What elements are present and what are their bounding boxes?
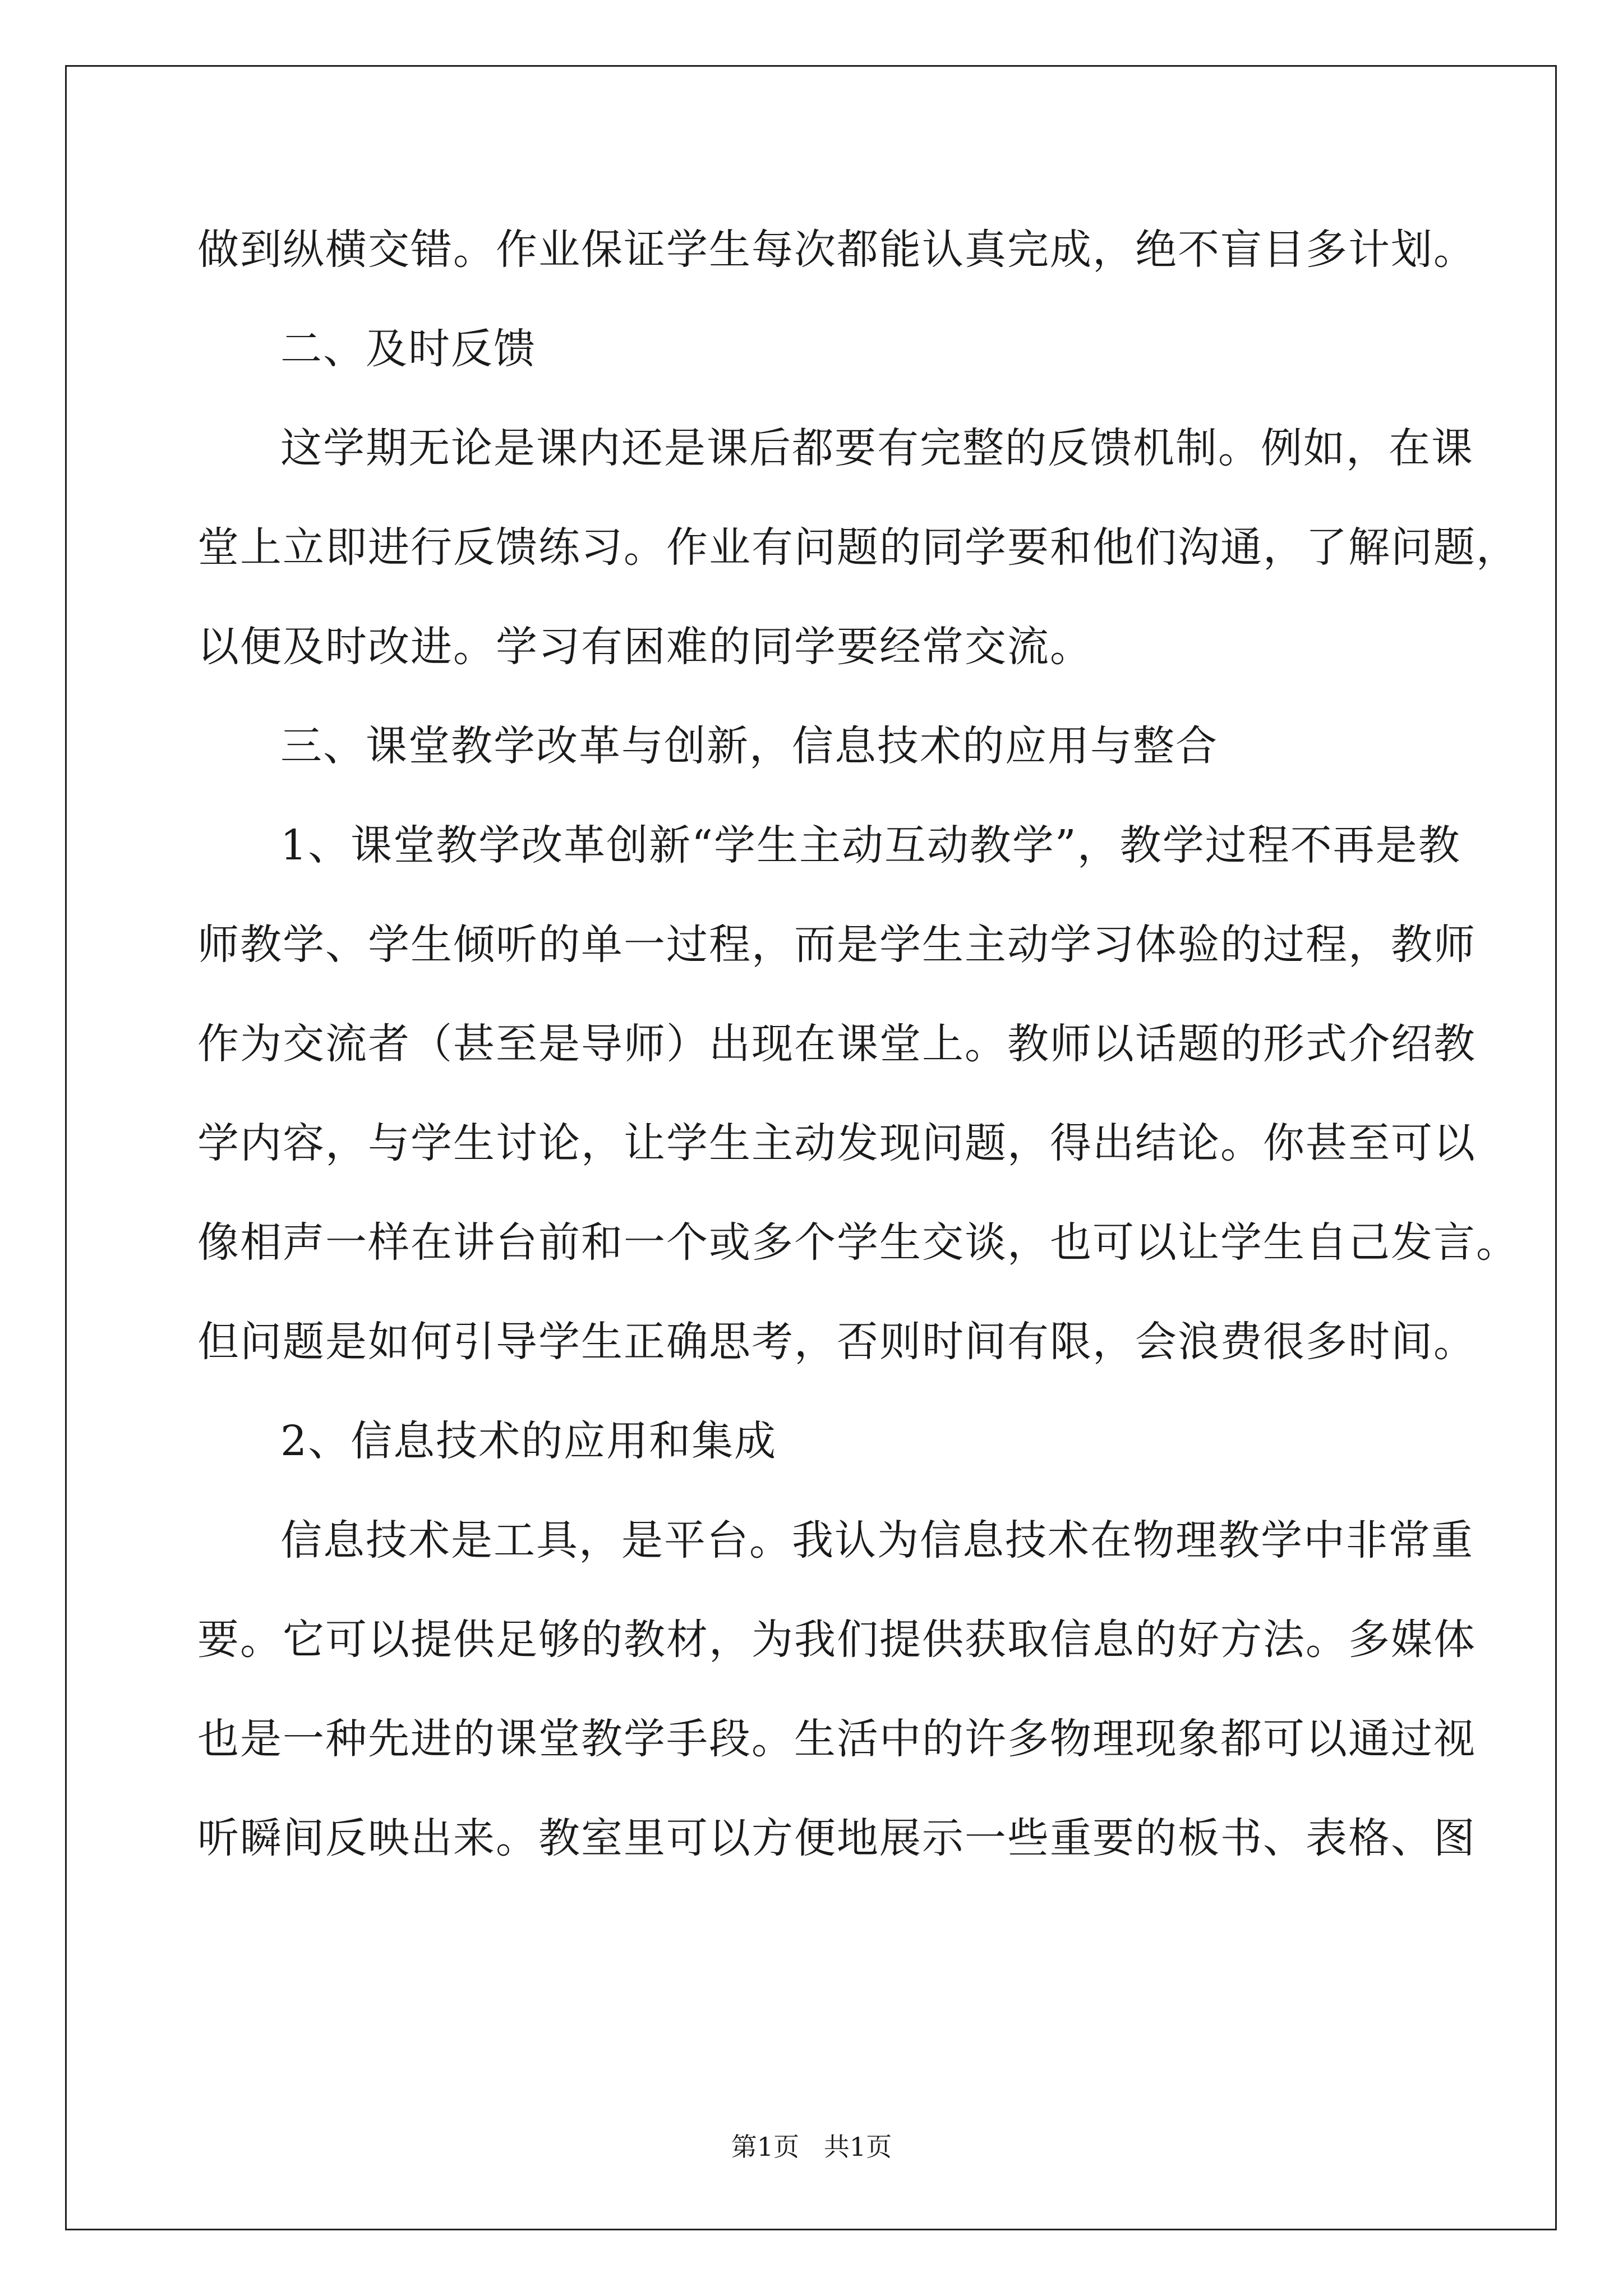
- paragraph-line: 1、课堂教学改革创新“学生主动互动教学”，教学过程不再是教: [280, 821, 1461, 869]
- paragraph-line: 要。它可以提供足够的教材，为我们提供获取信息的好方法。多媒体: [197, 1616, 1476, 1664]
- paragraph-line: 也是一种先进的课堂教学手段。生活中的许多物理现象都可以通过视: [197, 1715, 1476, 1763]
- paragraph-line: 但问题是如何引导学生正确思考，否则时间有限，会浪费很多时间。: [197, 1318, 1476, 1366]
- section-heading: 2、信息技术的应用和集成: [280, 1417, 777, 1465]
- paragraph-line: 以便及时改进。学习有困难的同学要经常交流。: [197, 623, 1092, 671]
- paragraph-line: 作为交流者（甚至是导师）出现在课堂上。教师以话题的形式介绍教: [197, 1020, 1476, 1068]
- paragraph-line: 学内容，与学生讨论，让学生主动发现问题，得出结论。你甚至可以: [197, 1119, 1476, 1167]
- section-heading: 三、课堂教学改革与创新，信息技术的应用与整合: [280, 722, 1218, 770]
- page-number-footer: 第1页 共1页: [731, 2132, 892, 2162]
- paragraph-line: 师教学、学生倾听的单一过程，而是学生主动学习体验的过程，教师: [197, 921, 1476, 969]
- paragraph-line: 像相声一样在讲台前和一个或多个学生交谈，也可以让学生自己发言。: [197, 1218, 1519, 1267]
- paragraph-line: 这学期无论是课内还是课后都要有完整的反馈机制。例如，在课: [280, 424, 1474, 472]
- section-heading: 二、及时反馈: [280, 325, 536, 373]
- paragraph-line: 做到纵横交错。作业保证学生每次都能认真完成，绝不盲目多计划。: [197, 226, 1476, 274]
- paragraph-line: 信息技术是工具，是平台。我认为信息技术在物理教学中非常重: [280, 1516, 1474, 1565]
- document-body: [197, 213, 1519, 1901]
- paragraph-line: 听瞬间反映出来。教室里可以方便地展示一些重要的板书、表格、图: [197, 1814, 1476, 1862]
- paragraph-line: 堂上立即进行反馈练习。作业有问题的同学要和他们沟通，了解问题，: [197, 523, 1519, 572]
